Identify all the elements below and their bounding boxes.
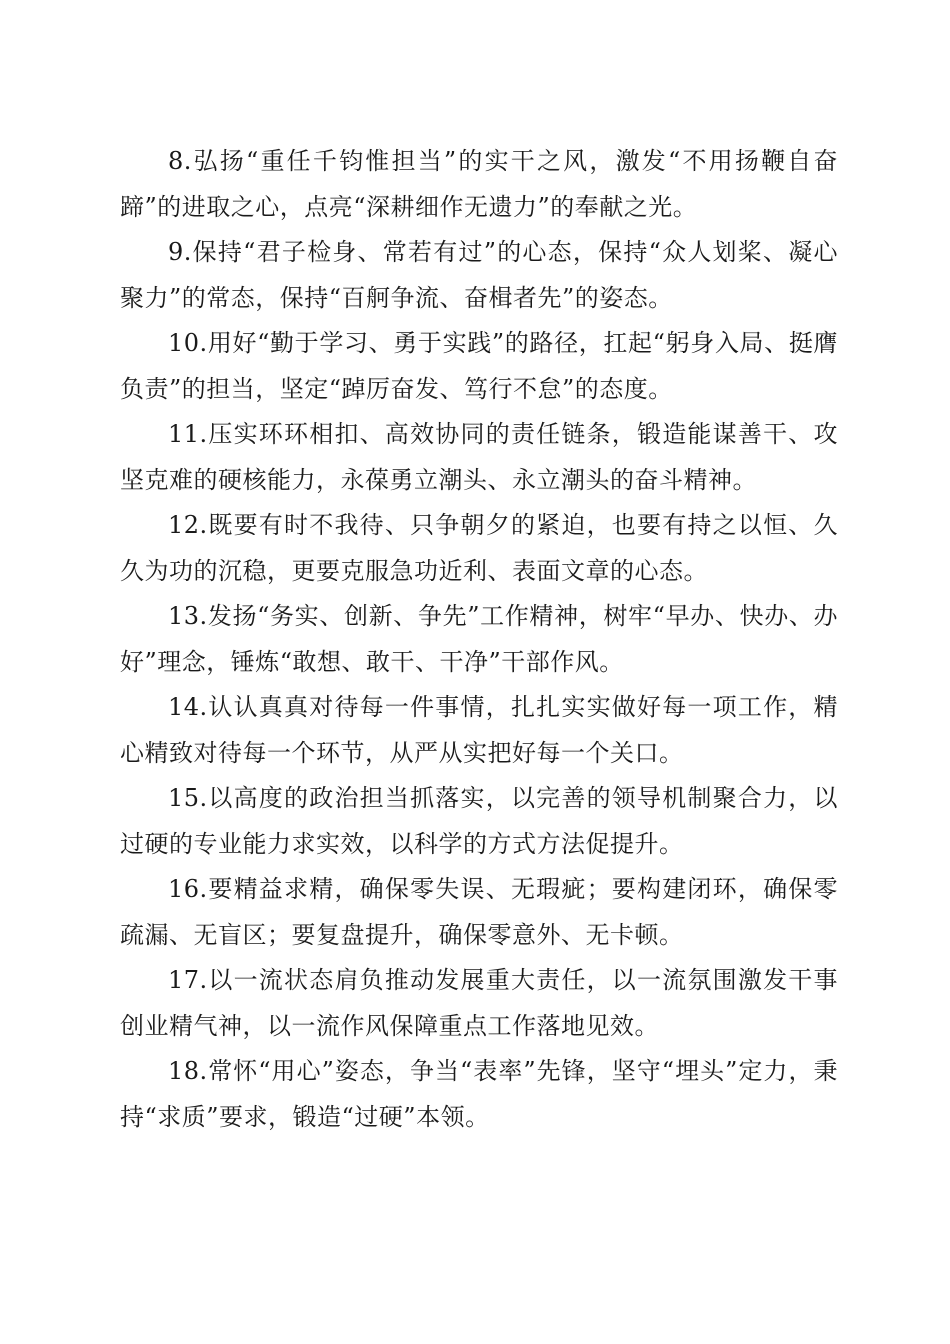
paragraph-12: 12.既要有时不我待、只争朝夕的紧迫，也要有持之以恒、久久为功的沉稳，更要克服急功近利、表面文章的心态。 (120, 511, 838, 585)
paragraph-16: 16.要精益求精，确保零失误、无瑕疵；要构建闭环，确保零疏漏、无盲区；要复盘提升，确保零意外、无卡顿。 (120, 875, 838, 949)
paragraph-11: 11.压实环环相扣、高效协同的责任链条，锻造能谋善干、攻坚克难的硬核能力，永葆勇立潮头、永立潮头的奋斗精神。 (120, 420, 838, 494)
paragraph-10: 10.用好“勤于学习、勇于实践”的路径，扛起“躬身入局、挺膺负责”的担当，坚定“踔厉奋发、笃行不怠”的态度。 (120, 329, 838, 403)
paragraph-18: 18.常怀“用心”姿态，争当“表率”先锋，坚守“埋头”定力，秉持“求质”要求，锻造“过硬”本领。 (120, 1057, 838, 1131)
document-body (120, 139, 838, 1140)
paragraph-17: 17.以一流状态肩负推动发展重大责任，以一流氛围激发干事创业精气神，以一流作风保障重点工作落地见效。 (120, 966, 838, 1040)
paragraph-13: 13.发扬“务实、创新、争先”工作精神，树牢“早办、快办、办好”理念，锤炼“敢想、敢干、干净”干部作风。 (120, 602, 838, 676)
paragraph-15: 15.以高度的政治担当抓落实，以完善的领导机制聚合力，以过硬的专业能力求实效，以科学的方式方法促提升。 (120, 784, 838, 858)
paragraph-14: 14.认认真真对待每一件事情，扎扎实实做好每一项工作，精心精致对待每一个环节，从严从实把好每一个关口。 (120, 693, 838, 767)
paragraph-8: 8.弘扬“重任千钧惟担当”的实干之风，激发“不用扬鞭自奋蹄”的进取之心，点亮“深耕细作无遗力”的奉献之光。 (120, 147, 838, 221)
paragraph-9: 9.保持“君子检身、常若有过”的心态，保持“众人划桨、凝心聚力”的常态，保持“百舸争流、奋楫者先”的姿态。 (120, 238, 838, 312)
